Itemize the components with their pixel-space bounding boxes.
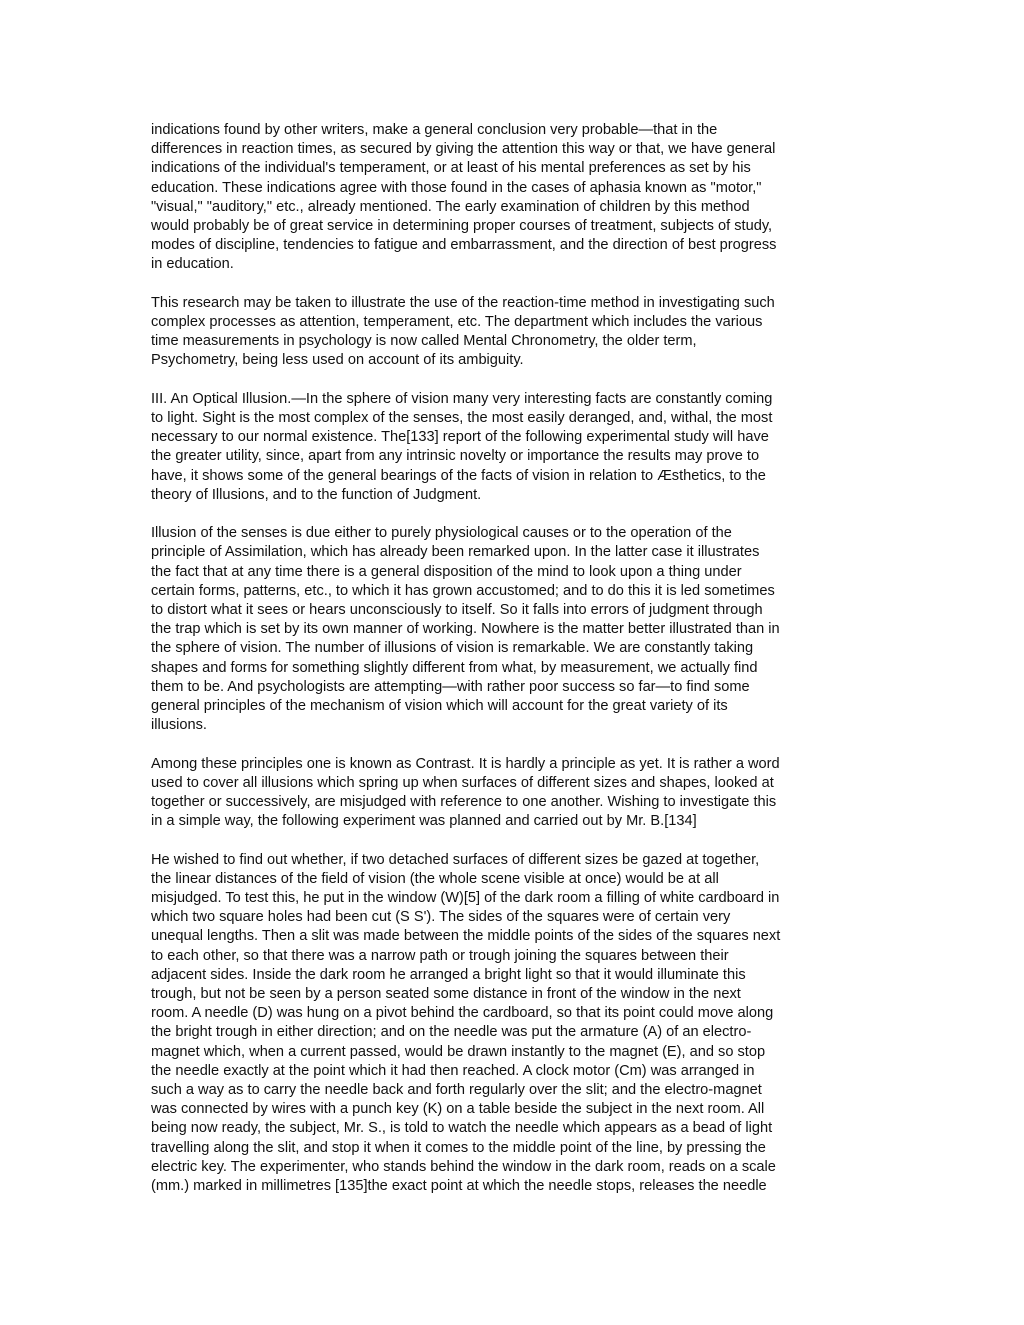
text-line: indications found by other writers, make a general conclusion very probable—that in the xyxy=(151,122,718,138)
text-line: being now ready, the subject, Mr. S., is told to watch the needle which appears as a bead of light xyxy=(151,1120,773,1137)
text-line: Psychometry, being less used on account of its ambiguity. xyxy=(151,352,524,369)
text-line: was connected by wires with a punch key (K) on a table beside the subject in the next room. All xyxy=(151,1101,765,1118)
text-line: such a way as to carry the needle back and forth regularly over the slit; and the electro-magnet xyxy=(151,1082,762,1099)
paragraph xyxy=(151,851,881,1197)
text-line: to each other, so that there was a narrow path or trough joining the squares between their xyxy=(151,947,729,964)
text-line: He wished to find out whether, if two detached surfaces of different sizes be gazed at together, xyxy=(151,851,760,868)
text-line: time measurements in psychology is now called Mental Chronometry, the older term, xyxy=(151,333,697,350)
text-line: together or successively, are misjudged with reference to one another. Wishing to investigate this xyxy=(151,794,777,811)
text-line: trough, but not be seen by a person seated some distance in front of the window in the next xyxy=(151,986,741,1003)
text-line: electric key. The experimenter, who stands behind the window in the dark room, reads on a scale xyxy=(151,1158,776,1175)
text-line: Illusion of the senses is due either to purely physiological causes or to the operation of the xyxy=(151,525,732,542)
text-line: the needle exactly at the point which it had then reached. A clock motor (Cm) was arranged in xyxy=(151,1062,755,1079)
text-line: This research may be taken to illustrate the use of the reaction-time method in investigating such xyxy=(151,294,775,311)
text-line: indications of the individual's temperament, or at least of his mental preferences as set by his xyxy=(151,160,751,177)
paragraph xyxy=(151,524,881,735)
text-line: complex processes as attention, temperament, etc. The department which includes the various xyxy=(151,314,763,331)
paragraph xyxy=(151,755,881,832)
text-line: room. A needle (D) was hung on a pivot behind the cardboard, so that its point could move along xyxy=(151,1005,774,1022)
text-line: the greater utility, since, apart from any intrinsic novelty or importance the results may prove to xyxy=(151,448,760,465)
text-line: the sphere of vision. The number of illusions of vision is remarkable. We are constantly taking xyxy=(151,640,754,657)
text-line: (mm.) marked in millimetres [135]the exact point at which the needle stops, releases the needle xyxy=(151,1178,767,1195)
text-line: necessary to our normal existence. The[133] report of the following experimental study will have xyxy=(151,429,769,446)
text-line: unequal lengths. Then a slit was made between the middle points of the sides of the squares next xyxy=(151,928,781,945)
text-line: in a simple way, the following experiment was planned and carried out by Mr. B.[134] xyxy=(151,813,697,830)
text-line: which two square holes had been cut (S S'). The sides of the squares were of certain very xyxy=(151,909,731,926)
text-line: "visual," "auditory," etc., already mentioned. The early examination of children by this method xyxy=(151,198,750,215)
text-line: differences in reaction times, as secured by giving the attention this way or that, we have general xyxy=(151,141,776,158)
text-line: the bright trough in either direction; and on the needle was put the armature (A) of an electro- xyxy=(151,1024,752,1041)
text-line: in education. xyxy=(151,256,234,273)
text-line: theory of Illusions, and to the function of Judgment. xyxy=(151,486,482,503)
paragraph xyxy=(151,121,881,275)
text-line: have, it shows some of the general bearings of the facts of vision in relation to Æsthetics, to the xyxy=(151,467,766,484)
text-line: travelling along the slit, and stop it when it comes to the middle point of the line, by pressing the xyxy=(151,1139,766,1156)
text-line: principle of Assimilation, which has already been remarked upon. In the latter case it illustrates xyxy=(151,544,760,561)
text-line: the trap which is set by its own manner of working. Nowhere is the matter better illustrated than in xyxy=(151,621,780,638)
text-line: illusions. xyxy=(151,717,207,734)
paragraph xyxy=(151,294,881,371)
text-line: Among these principles one is known as Contrast. It is hardly a principle as yet. It is rather a word xyxy=(151,755,780,772)
text-line: III. An Optical Illusion.—In the sphere of vision many very interesting facts are constantly coming xyxy=(151,390,773,407)
text-line: used to cover all illusions which spring up when surfaces of different sizes and shapes, looked at xyxy=(151,774,774,791)
text-line: them to be. And psychologists are attempting—with rather poor success so far—to find some xyxy=(151,678,750,695)
text-line: modes of discipline, tendencies to fatigue and embarrassment, and the direction of best progress xyxy=(151,237,777,254)
text-line: to distort what it sees or hears unconsciously to itself. So it falls into errors of judgment through xyxy=(151,602,763,619)
text-line: education. These indications agree with those found in the cases of aphasia known as "motor," xyxy=(151,179,762,196)
text-line: the fact that at any time there is a general disposition of the mind to look upon a thing under xyxy=(151,563,742,580)
text-line: adjacent sides. Inside the dark room he arranged a bright light so that it would illuminate this xyxy=(151,966,746,983)
text-line: general principles of the mechanism of vision which will account for the great variety of its xyxy=(151,698,728,715)
text-line: shapes and forms for something slightly different from what, by measurement, we actually find xyxy=(151,659,758,676)
body-text xyxy=(151,121,881,1215)
text-line: to light. Sight is the most complex of the senses, the most easily deranged, and, withal, the most xyxy=(151,410,773,427)
text-line: the linear distances of the field of vision (the whole scene visible at once) would be at all xyxy=(151,870,719,887)
text-line: misjudged. To test this, he put in the window (W)[5] of the dark room a filling of white cardboard in xyxy=(151,890,780,907)
paragraph xyxy=(151,390,881,505)
text-line: would probably be of great service in determining proper courses of treatment, subjects of study, xyxy=(151,218,773,235)
text-line: magnet which, when a current passed, would be drawn instantly to the magnet (E), and so stop xyxy=(151,1043,766,1060)
text-line: certain forms, patterns, etc., to which it has grown accustomed; and to do this it is led sometimes xyxy=(151,582,775,599)
